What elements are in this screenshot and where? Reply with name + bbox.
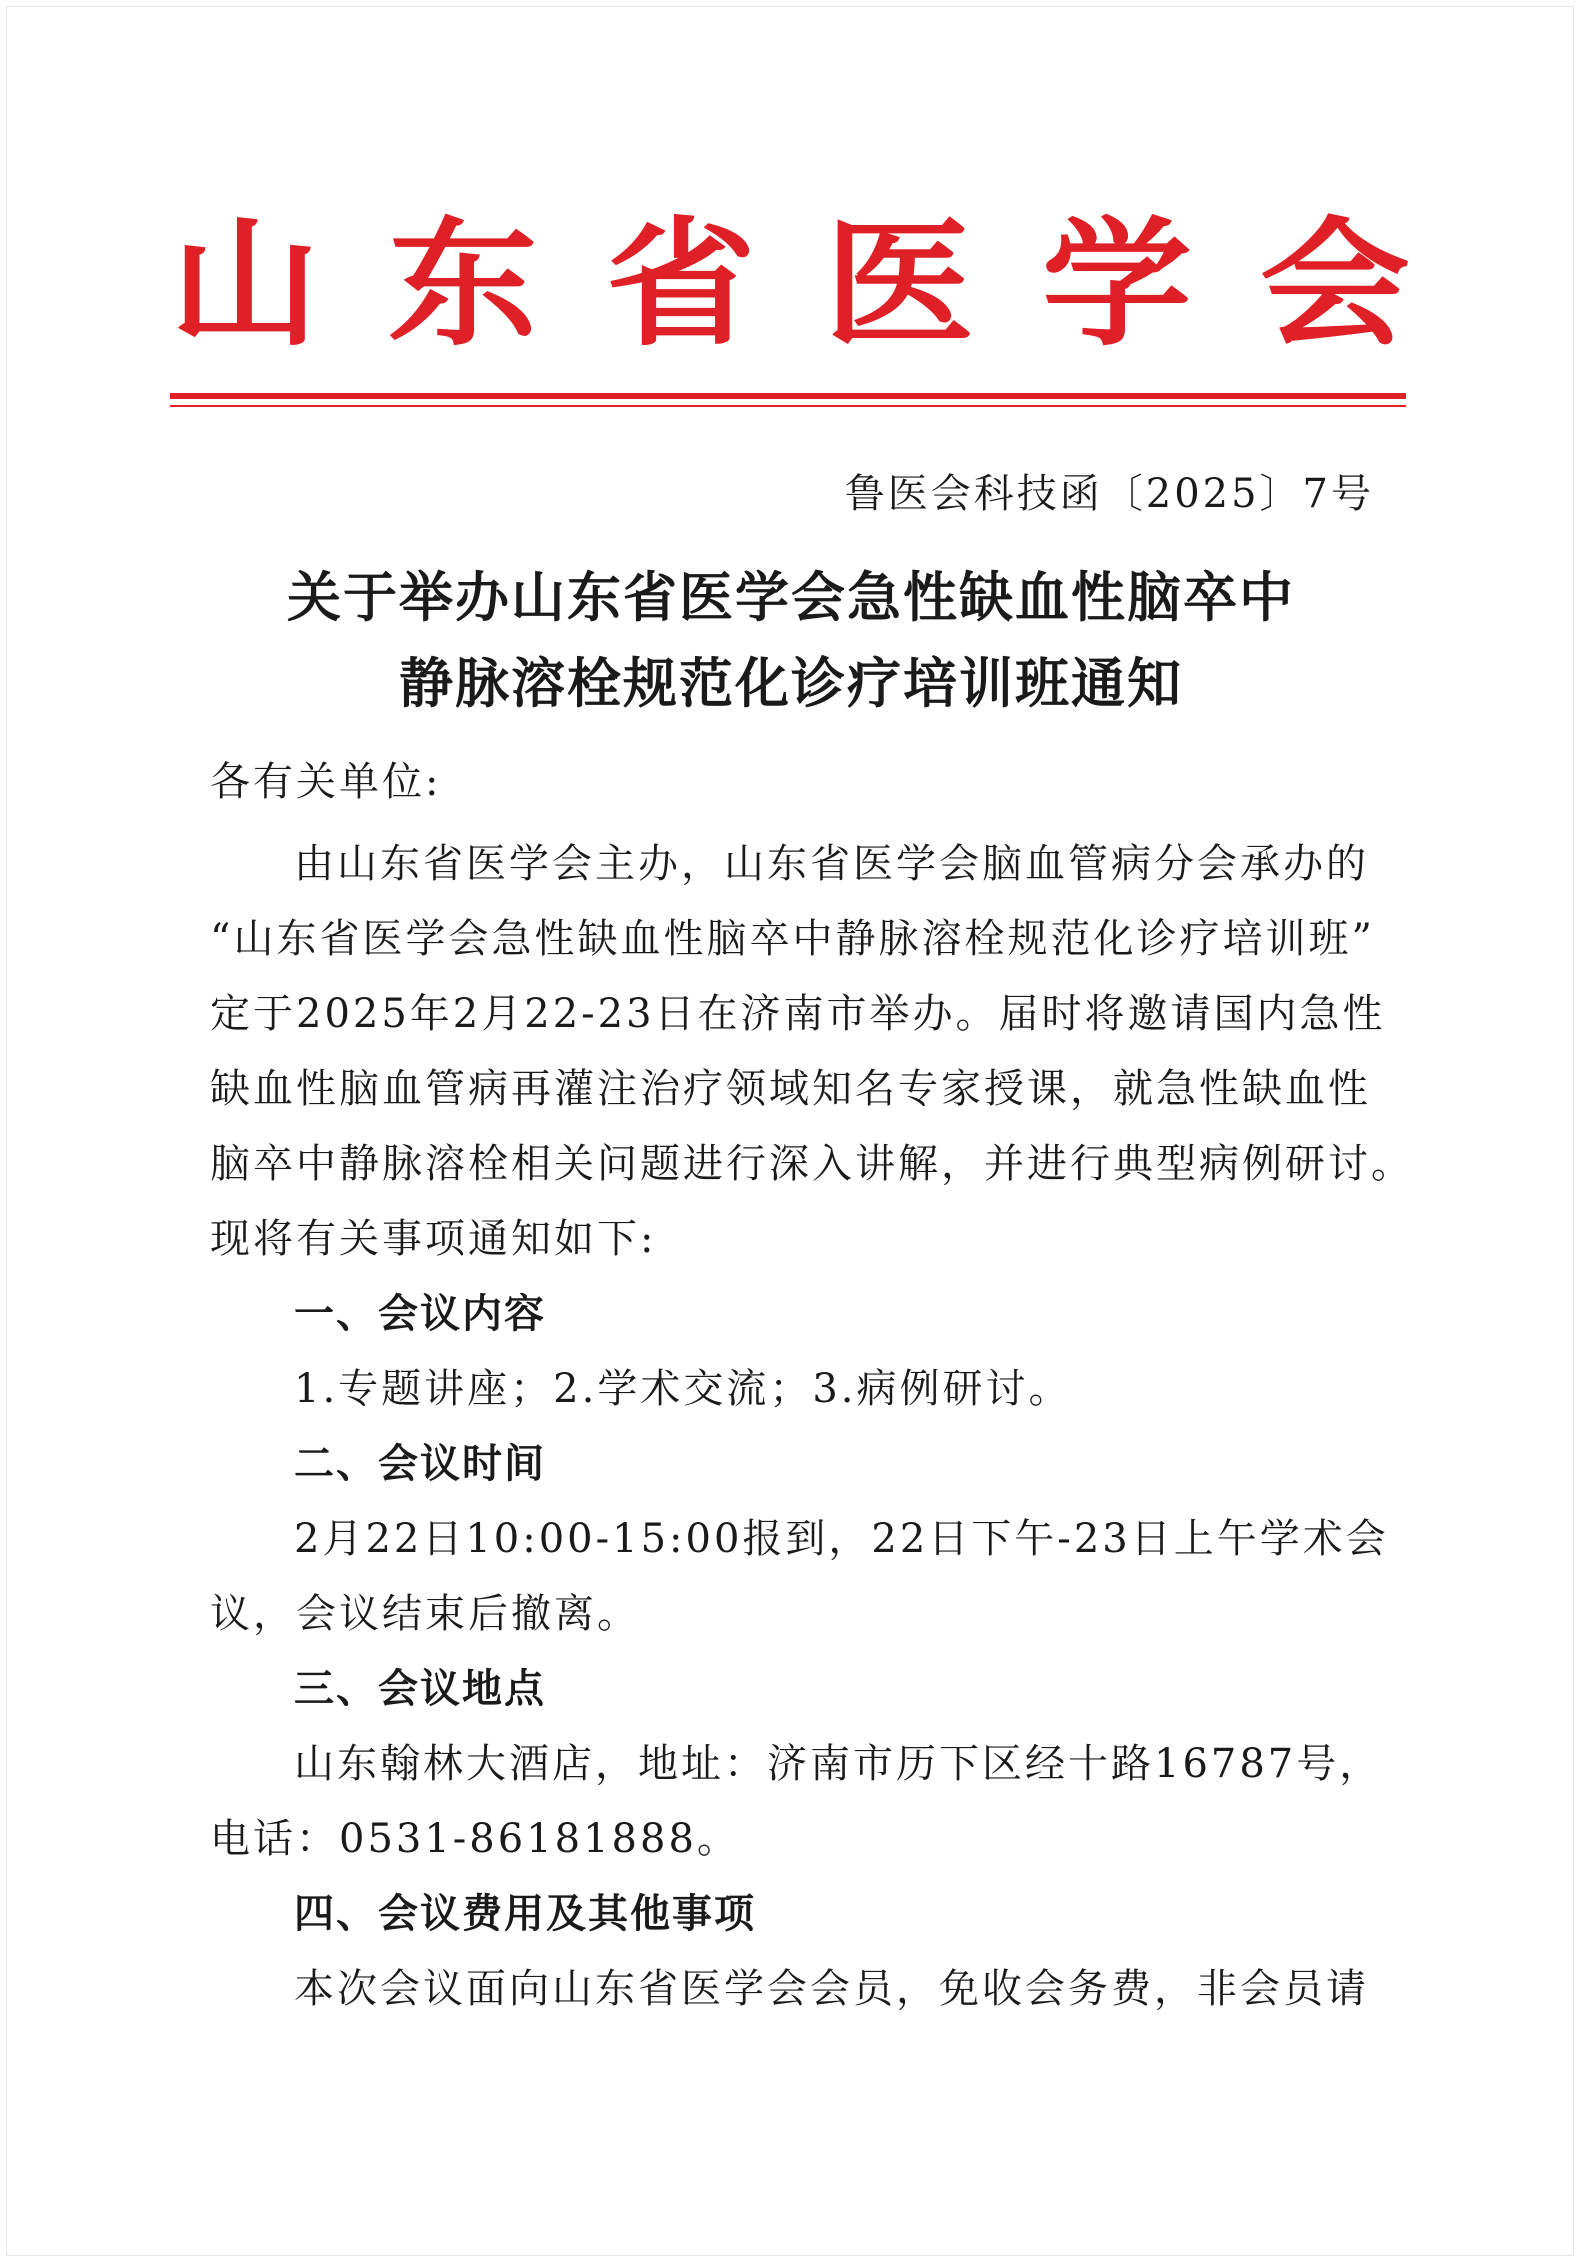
document-title <box>150 555 1432 727</box>
intro-line: “山东省医学会急性缺血性脑卒中静脉溶栓规范化诊疗培训班” <box>210 916 1375 962</box>
intro-line: 现将有关事项通知如下: <box>210 1216 657 1262</box>
section-line: 山东翰林大酒店，地址：济南市历下区经十路16787号， <box>294 1741 1383 1787</box>
title-line-2: 静脉溶栓规范化诊疗培训班通知 <box>399 652 1183 715</box>
salutation: 各有关单位: <box>210 759 442 805</box>
section-line: 电话：0531-86181888。 <box>210 1816 740 1862</box>
section-heading: 三、会议地点 <box>294 1666 546 1712</box>
section-line: 1.专题讲座；2.学术交流；3.病例研讨。 <box>294 1366 1072 1412</box>
masthead-char: 山 <box>170 204 321 366</box>
masthead-char: 省 <box>605 204 756 366</box>
document-number: 鲁医会科技函〔2025〕7号 <box>844 471 1374 517</box>
title-line-1: 关于举办山东省医学会急性缺血性脑卒中 <box>287 566 1295 629</box>
section-line: 2月22日10:00-15:00报到，22日下午-23日上午学术会 <box>294 1516 1389 1562</box>
intro-line: 缺血性脑血管病再灌注治疗领域知名专家授课，就急性缺血性 <box>210 1066 1371 1112</box>
intro-line: 定于2025年2月22-23日在济南市举办。届时将邀请国内急性 <box>210 991 1386 1037</box>
masthead-char: 会 <box>1259 204 1410 366</box>
masthead-rule-thin <box>170 405 1406 407</box>
masthead-org-name <box>170 185 1410 385</box>
intro-line: 脑卒中静脉溶栓相关问题进行深入讲解，并进行典型病例研讨。 <box>210 1141 1414 1187</box>
section-heading: 一、会议内容 <box>294 1291 546 1337</box>
section-line: 本次会议面向山东省医学会会员，免收会务费，非会员请 <box>294 1966 1369 2012</box>
masthead-char: 学 <box>1041 204 1192 366</box>
masthead-rule-thick <box>170 393 1406 399</box>
masthead-char: 东 <box>387 204 538 366</box>
section-heading: 四、会议费用及其他事项 <box>294 1891 756 1937</box>
intro-line: 由山东省医学会主办，山东省医学会脑血管病分会承办的 <box>294 841 1369 887</box>
masthead-char: 医 <box>823 204 974 366</box>
section-heading: 二、会议时间 <box>294 1441 546 1487</box>
section-line: 议，会议结束后撤离。 <box>210 1591 640 1637</box>
